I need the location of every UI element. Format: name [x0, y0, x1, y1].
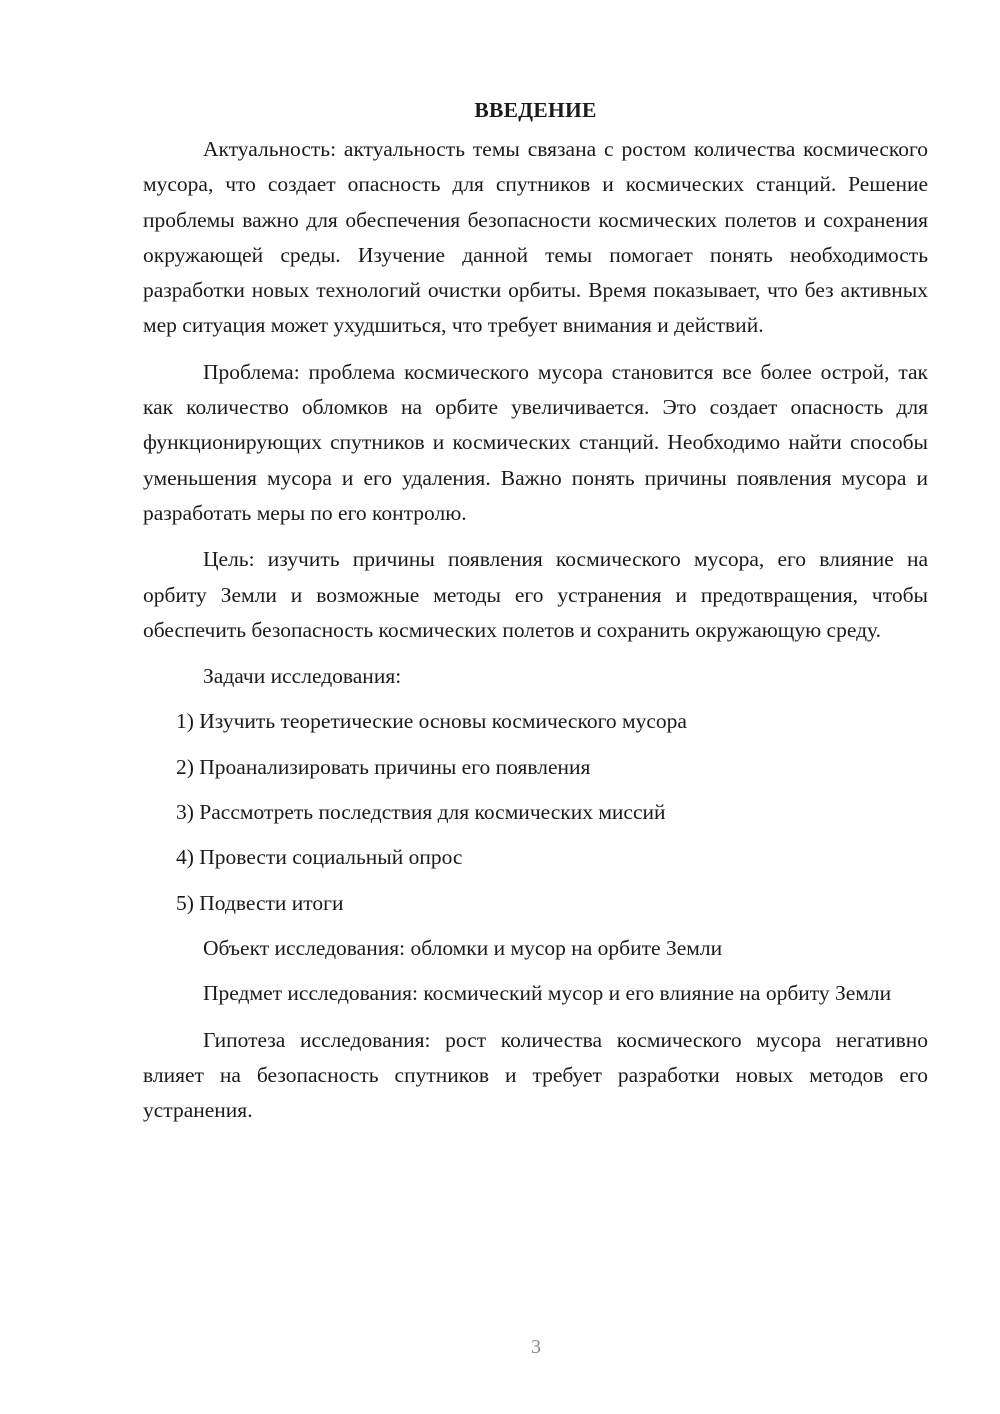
task-item: 3) Рассмотреть последствия для космических миссий [176, 800, 666, 825]
tasks-heading: Задачи исследования: [203, 664, 402, 689]
subject-paragraph: Предмет исследования: космический мусор и его влияние на орбиту Земли [203, 981, 892, 1006]
task-item: 5) Подвести итоги [176, 890, 344, 915]
object-paragraph: Объект исследования: обломки и мусор на орбите Земли [203, 935, 723, 960]
problem-paragraph: Проблема: проблема космического мусора становится все более острой, так как количество обломков на орбите увеличивается. Это создает опасность для функционирующих спутников и космических станций. Необходимо найти способы уменьшения мусора и его удаления. Важно понять причины появления мусора и разработать меры по его контролю. [143, 359, 928, 525]
task-item: 4) Провести социальный опрос [176, 845, 463, 870]
task-item: 1) Изучить теоретические основы космического мусора [176, 709, 687, 734]
hypothesis-paragraph: Гипотеза исследования: рост количества космического мусора негативно влияет на безопасность спутников и требует разработки новых методов его устранения. [143, 1027, 928, 1123]
goal-paragraph: Цель: изучить причины появления космического мусора, его влияние на орбиту Земли и возможные методы его устранения и предотвращения, чтобы обеспечить безопасность космических полетов и сохранить окружающую среду. [143, 547, 928, 642]
task-item: 2) Проанализировать причины его появления [176, 754, 591, 779]
section-heading: ВВЕДЕНИЕ [474, 98, 597, 122]
page-content [143, 96, 928, 1139]
relevance-paragraph: Актуальность: актуальность темы связана с ростом количества космического мусора, что создает опасность для спутников и космических станций. Решение проблемы важно для обеспечения безопасности космических полетов и сохранения окружающей среды. Изучение данной темы помогает понять необходимость разработки новых технологий очистки орбиты. Время показывает, что без активных мер ситуация может ухудшиться, что требует внимания и действий. [143, 137, 928, 338]
tasks-list [143, 704, 928, 920]
page-number: 3 [531, 1336, 541, 1358]
